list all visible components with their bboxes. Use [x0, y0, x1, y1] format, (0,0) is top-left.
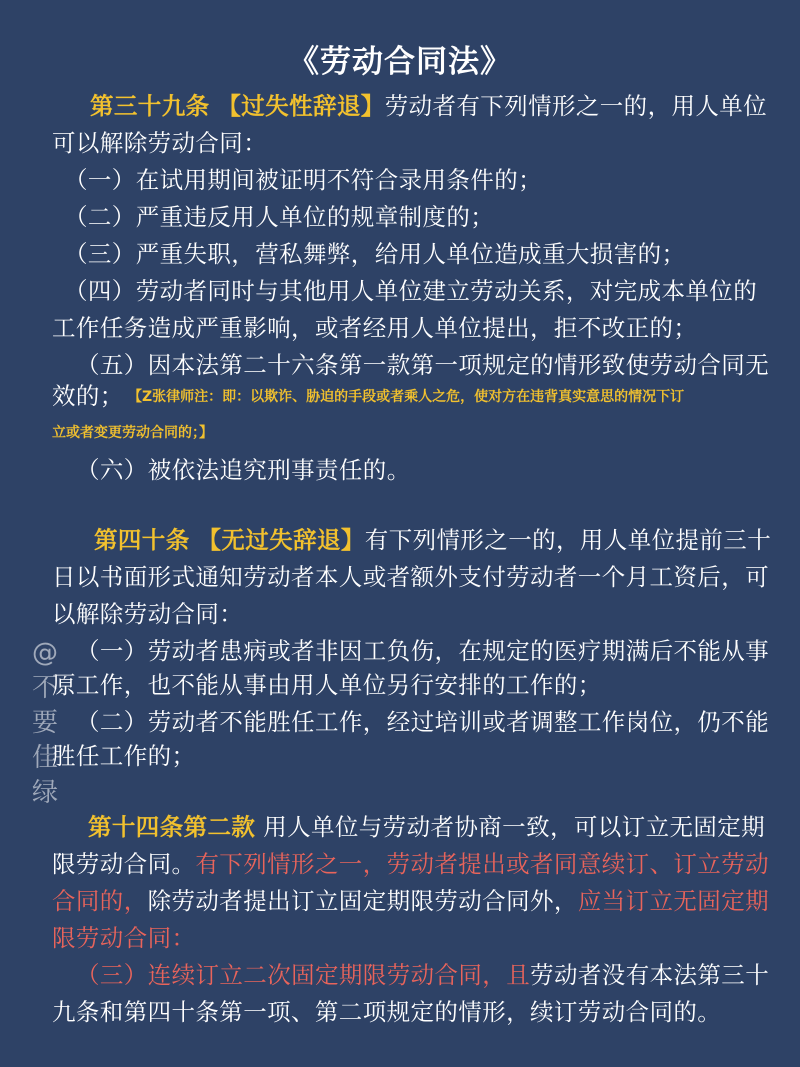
article40-intro-cont1: 日以书面形式通知劳动者本人或者额外支付劳动者一个月工资后，可	[52, 563, 769, 591]
article40-item1: （一）劳动者患病或者非因工负伤，在规定的医疗期满后不能从事	[76, 637, 770, 665]
watermark-char: @	[32, 638, 58, 668]
article40-intro-cont2: 以解除劳动合同：	[52, 600, 244, 628]
article40-item1-cont: 原工作，也不能从事由用人单位另行安排的工作的；	[52, 671, 602, 699]
watermark-char: 佳	[31, 743, 58, 773]
article39-item1: （一）在试用期间被证明不符合录用条件的；	[64, 166, 542, 194]
article39-intro-cont: 可以解除劳动合同：	[52, 129, 268, 157]
article39-intro-line	[90, 91, 767, 121]
article39-item6: （六）被依法追究刑事责任的。	[76, 456, 411, 484]
article14-text3b: 除劳动者提出订立固定期限劳动合同外，	[147, 887, 578, 915]
article40-intro-text: 有下列情形之一的，用人单位提前三十	[364, 526, 772, 554]
watermark-char: 要	[31, 708, 58, 738]
article40-heading: 第四十条	[94, 526, 190, 554]
article39-item4-cont: 工作任务造成严重影响，或者经用人单位提出，拒不改正的；	[52, 314, 698, 342]
article14-line4: 限劳动合同：	[52, 924, 196, 952]
article39-item4: （四）劳动者同时与其他用人单位建立劳动关系，对完成本单位的	[64, 277, 758, 305]
article40-item2: （二）劳动者不能胜任工作，经过培训或者调整工作岗位，仍不能	[76, 708, 770, 736]
article14-heading: 第十四条第二款	[88, 813, 256, 841]
article14-item3-red: （三）连续订立二次固定期限劳动合同，且	[76, 961, 531, 989]
article39-item3: （三）严重失职，营私舞弊，给用人单位造成重大损害的；	[64, 240, 686, 268]
article14-text2a: 限劳动合同。	[52, 850, 196, 878]
lawyer-note: 【Z张律师注：即：以欺诈、胁迫的手段或者乘人之危，使对方在违背真实意思的情况下订	[128, 389, 685, 405]
article14-item3-white: 劳动者没有本法第三十	[530, 961, 770, 989]
article39-intro-text: 劳动者有下列情形之一的，用人单位	[384, 92, 768, 120]
document-title: 《劳动合同法》	[288, 44, 512, 80]
article39-item5-cont: 效的；	[52, 382, 124, 410]
article14-line2	[52, 849, 769, 879]
article14-text2b: 有下列情形之一，劳动者提出或者同意续订、订立劳动	[195, 850, 770, 878]
article14-text3a: 合同的，	[52, 887, 148, 915]
article40-tag: 【无过失辞退】	[197, 526, 365, 554]
article40-item2-cont: 胜任工作的；	[52, 742, 196, 770]
article14-item3	[76, 960, 769, 990]
article14-line3	[52, 886, 769, 916]
article14-item3-cont: 九条和第四十条第一项、第二项规定的情形，续订劳动合同的。	[52, 998, 722, 1026]
article39-tag: 【过失性辞退】	[217, 92, 385, 120]
article40-intro-line	[94, 525, 771, 555]
article14-text3c: 应当订立无固定期	[577, 887, 770, 915]
lawyer-note-cont: 立或者变更劳动合同的；】	[52, 425, 213, 441]
article39-item5: （五）因本法第二十六条第一款第一项规定的情形致使劳动合同无	[76, 351, 770, 379]
article14-text1: 用人单位与劳动者协商一致，可以订立无固定期	[263, 813, 766, 841]
article39-item2: （二）严重违反用人单位的规章制度的；	[64, 203, 495, 231]
article39-heading: 第三十九条	[90, 92, 210, 120]
watermark-char: 不	[31, 673, 58, 703]
watermark	[28, 636, 62, 811]
article14-intro-line	[88, 812, 765, 842]
watermark-char: 绿	[31, 778, 58, 808]
